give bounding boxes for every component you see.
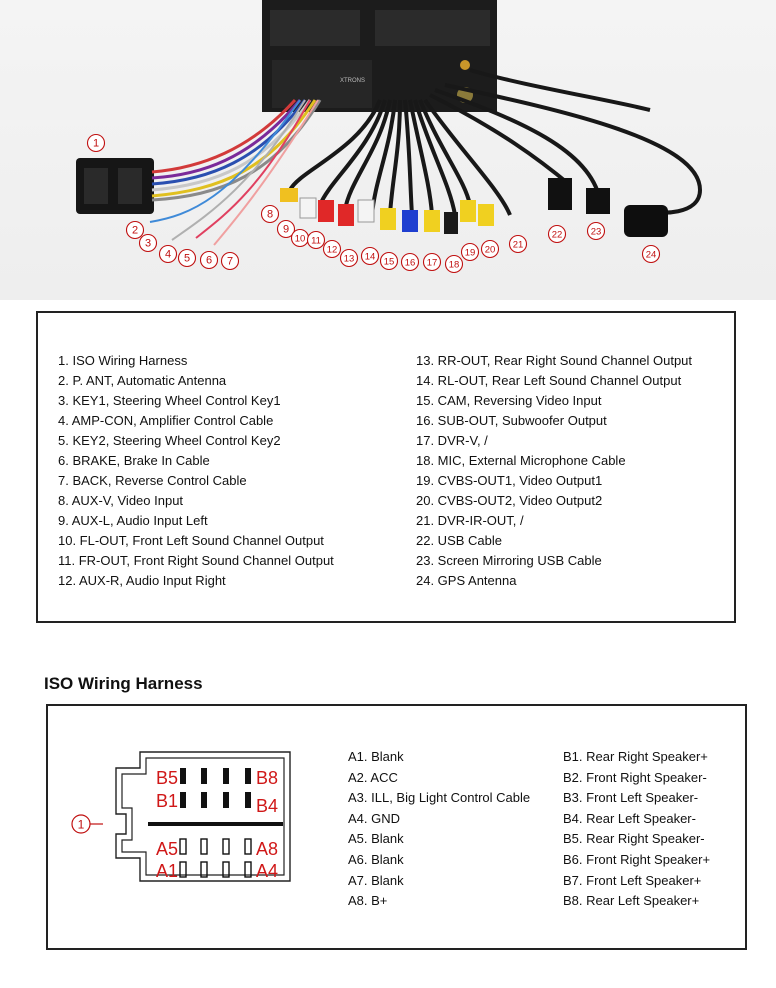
legend-item: 12. AUX-R, Audio Input Right <box>58 573 226 588</box>
legend-item: 10. FL-OUT, Front Left Sound Channel Output <box>58 533 324 548</box>
legend-item: 16. SUB-OUT, Subwoofer Output <box>416 413 607 428</box>
pin-item: A8. B+ <box>348 893 388 909</box>
callout-number: 5 <box>183 252 191 265</box>
callout-number: 17 <box>426 257 438 269</box>
legend-item: 5. KEY2, Steering Wheel Control Key2 <box>58 433 281 448</box>
callout-number: 13 <box>343 253 355 265</box>
pin-item: A7. Blank <box>348 872 404 888</box>
legend-item: 4. AMP-CON, Amplifier Control Cable <box>58 413 274 428</box>
pin-item: B2. Front Right Speaker- <box>563 769 707 785</box>
callout-number: 15 <box>383 256 395 268</box>
legend-box <box>36 311 736 623</box>
legend-item: 6. BRAKE, Brake In Cable <box>58 453 210 468</box>
legend-item: 21. DVR-IR-OUT, / <box>416 513 524 528</box>
callout-number: 22 <box>551 229 563 241</box>
pin-item: A5. Blank <box>348 831 404 847</box>
legend-item: 17. DVR-V, / <box>416 433 488 448</box>
legend-item: 15. CAM, Reversing Video Input <box>416 393 602 408</box>
iso-box <box>46 704 747 950</box>
callout-number: 24 <box>645 249 657 261</box>
pins-a-column <box>348 747 530 912</box>
legend-item: 2. P. ANT, Automatic Antenna <box>58 373 227 388</box>
label-b5: B5 <box>156 768 179 788</box>
label-a8: A8 <box>256 839 279 859</box>
callout-number: 19 <box>464 247 476 259</box>
label-b1: B1 <box>156 791 179 811</box>
label-b8: B8 <box>256 768 279 788</box>
callout-number: 16 <box>404 257 416 269</box>
callout-number: 23 <box>590 226 602 238</box>
callout-number: 11 <box>311 235 321 247</box>
legend-item: 20. CVBS-OUT2, Video Output2 <box>416 493 603 508</box>
pin-item: B6. Front Right Speaker+ <box>563 851 711 867</box>
callout-number: 21 <box>512 239 524 251</box>
pin-item: A6. Blank <box>348 851 404 867</box>
brand-label: XTRONS <box>340 78 366 84</box>
legend-item: 11. FR-OUT, Front Right Sound Channel Output <box>58 553 334 568</box>
pin-item: B7. Front Left Speaker+ <box>563 872 702 888</box>
pin-item: B4. Rear Left Speaker- <box>563 810 696 826</box>
label-a5: A5 <box>156 839 179 859</box>
callout-number: 14 <box>364 251 376 263</box>
rca-plugs <box>280 178 668 237</box>
pin-item: B1. Rear Right Speaker+ <box>563 749 708 764</box>
legend-item: 24. GPS Antenna <box>416 573 517 588</box>
label-a1: A1 <box>156 861 179 881</box>
iso-connector-diagram <box>48 706 338 948</box>
callout-number: 3 <box>144 237 152 250</box>
wiring-photo <box>0 0 776 300</box>
callout-number: 20 <box>484 244 496 256</box>
legend-item: 9. AUX-L, Audio Input Left <box>58 513 208 528</box>
iso-callout-number: 1 <box>77 817 85 832</box>
callout-number: 9 <box>282 223 290 236</box>
legend-item: 1. ISO Wiring Harness <box>58 353 188 368</box>
pin-item: A2. ACC <box>348 769 398 785</box>
callout-number: 7 <box>226 255 234 268</box>
callout-number: 6 <box>205 254 213 267</box>
legend-item: 19. CVBS-OUT1, Video Output1 <box>416 473 603 488</box>
pin-item: A4. GND <box>348 810 401 826</box>
callout-number: 12 <box>326 244 338 256</box>
section-title: ISO Wiring Harness <box>44 674 203 693</box>
legend-item: 8. AUX-V, Video Input <box>58 493 184 508</box>
callout-number: 4 <box>164 248 172 261</box>
callout-number: 8 <box>266 208 274 221</box>
pin-item: B3. Front Left Speaker- <box>563 790 699 806</box>
pin-item: A3. ILL, Big Light Control Cable <box>348 790 531 806</box>
callout-number: 10 <box>294 233 306 245</box>
legend-item: 18. MIC, External Microphone Cable <box>416 453 626 468</box>
callout-number: 18 <box>448 259 460 271</box>
label-b4: B4 <box>256 796 279 816</box>
legend-item: 23. Screen Mirroring USB Cable <box>416 553 602 568</box>
pin-item: B5. Rear Right Speaker- <box>563 831 705 847</box>
legend-item: 3. KEY1, Steering Wheel Control Key1 <box>58 393 281 408</box>
product-photo <box>0 0 776 300</box>
callout-number: 2 <box>131 224 139 237</box>
callout-number: 1 <box>92 137 100 150</box>
legend-item: 7. BACK, Reverse Control Cable <box>58 473 247 488</box>
pin-item: A1. Blank <box>348 749 404 764</box>
label-a4: A4 <box>256 861 279 881</box>
legend-item: 22. USB Cable <box>416 533 502 548</box>
legend-right-column <box>416 351 692 591</box>
pins-b-column <box>563 747 710 912</box>
legend-item: 14. RL-OUT, Rear Left Sound Channel Output <box>416 373 682 388</box>
legend-item: 13. RR-OUT, Rear Right Sound Channel Output <box>416 353 693 368</box>
pin-item: B8. Rear Left Speaker+ <box>563 893 700 909</box>
legend-left-column <box>58 351 334 591</box>
